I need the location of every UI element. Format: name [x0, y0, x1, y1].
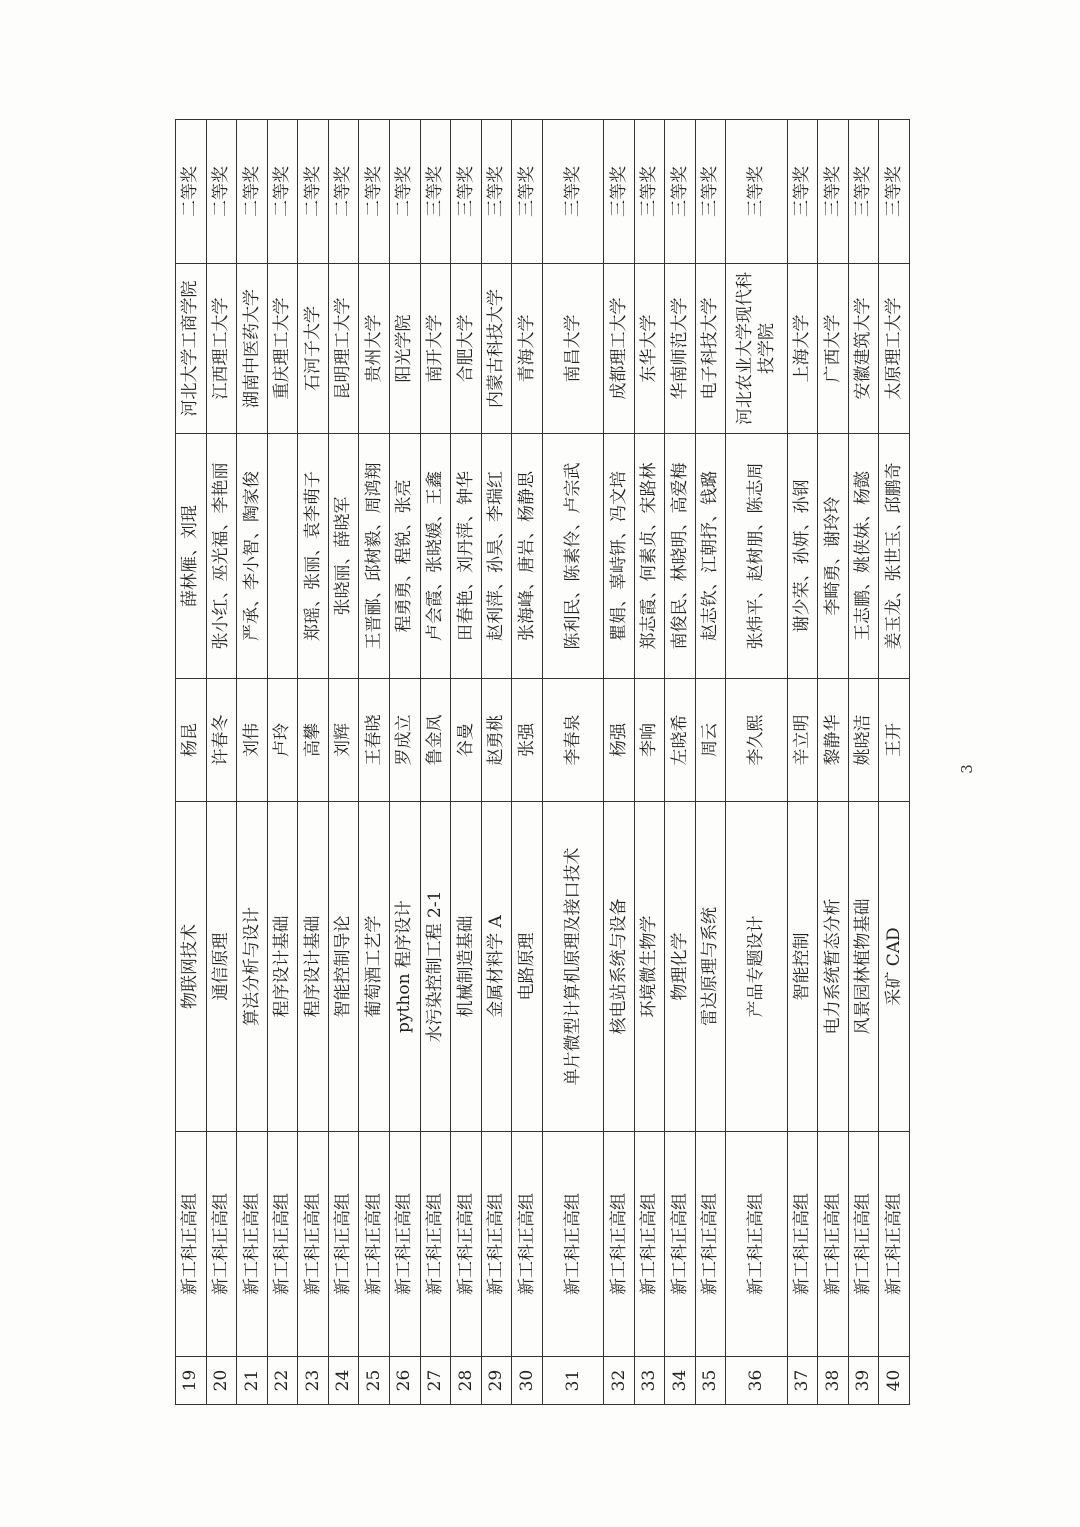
school-cell: 重庆理工大学: [267, 264, 298, 434]
row-number-cell: 39: [848, 1357, 879, 1405]
school-cell: 昆明理工大学: [328, 264, 359, 434]
row-number-cell: 20: [206, 1357, 237, 1405]
award-cell: 三等奖: [787, 120, 818, 264]
table-row: [237, 120, 268, 1405]
award-cell: 三等奖: [542, 120, 603, 264]
table-row: [451, 120, 482, 1405]
table-row: [818, 120, 849, 1405]
course-cell: 水污染控制工程 2-1: [420, 802, 451, 1132]
school-cell: 湖南中医药大学: [237, 264, 268, 434]
members-cell: 王晋郦、邱树毅、周鸿翔: [359, 434, 390, 679]
members-cell: 王志鹏、姚侠妹、杨懿: [848, 434, 879, 679]
members-cell: 张炜平、赵树朋、陈志周: [726, 434, 787, 679]
course-cell: 雷达原理与系统: [695, 802, 726, 1132]
award-cell: 三等奖: [879, 120, 910, 264]
group-cell: 新工科正高组: [267, 1132, 298, 1357]
group-cell: 新工科正高组: [512, 1132, 543, 1357]
leader-cell: 刘辉: [328, 679, 359, 802]
members-cell: 李畸勇、谢玲玲: [818, 434, 849, 679]
group-cell: 新工科正高组: [879, 1132, 910, 1357]
award-cell: 二等奖: [298, 120, 329, 264]
table-row: [359, 120, 390, 1405]
row-number-cell: 27: [420, 1357, 451, 1405]
table-row: [726, 120, 787, 1405]
leader-cell: 张强: [512, 679, 543, 802]
members-cell: 赵利萍、孙昊、李瑞红: [481, 434, 512, 679]
row-number-cell: 40: [879, 1357, 910, 1405]
leader-cell: 赵勇桃: [481, 679, 512, 802]
group-cell: 新工科正高组: [604, 1132, 635, 1357]
table-row: [695, 120, 726, 1405]
school-cell: 太原理工大学: [879, 264, 910, 434]
members-cell: 严承、李小智、陶家俊: [237, 434, 268, 679]
course-cell: 环境微生物学: [634, 802, 665, 1132]
course-cell: 物理化学: [665, 802, 696, 1132]
school-cell: 内蒙古科技大学: [481, 264, 512, 434]
row-number-cell: 29: [481, 1357, 512, 1405]
group-cell: 新工科正高组: [695, 1132, 726, 1357]
table-row: [481, 120, 512, 1405]
row-number-cell: 36: [726, 1357, 787, 1405]
table-row: [848, 120, 879, 1405]
leader-cell: 许春冬: [206, 679, 237, 802]
course-cell: 机械制造基础: [451, 802, 482, 1132]
award-cell: 二等奖: [328, 120, 359, 264]
leader-cell: 辛立明: [787, 679, 818, 802]
table-row: [176, 120, 207, 1405]
course-cell: 电力系统暂态分析: [818, 802, 849, 1132]
school-cell: 河北农业大学现代科技学院: [726, 264, 787, 434]
course-cell: python 程序设计: [390, 802, 421, 1132]
leader-cell: 高攀: [298, 679, 329, 802]
table-row: [267, 120, 298, 1405]
award-cell: 三等奖: [604, 120, 635, 264]
row-number-cell: 21: [237, 1357, 268, 1405]
table-row: [390, 120, 421, 1405]
course-cell: 物联网技术: [176, 802, 207, 1132]
members-cell: 程勇勇、程锐、张亮: [390, 434, 421, 679]
award-cell: 二等奖: [237, 120, 268, 264]
row-number-cell: 35: [695, 1357, 726, 1405]
group-cell: 新工科正高组: [237, 1132, 268, 1357]
award-cell: 三等奖: [634, 120, 665, 264]
group-cell: 新工科正高组: [665, 1132, 696, 1357]
members-cell: 张晓丽、薛晓军: [328, 434, 359, 679]
members-cell: 南俊民、林晓明、高爱梅: [665, 434, 696, 679]
leader-cell: 鲁金凤: [420, 679, 451, 802]
group-cell: 新工科正高组: [298, 1132, 329, 1357]
course-cell: 金属材料学 A: [481, 802, 512, 1132]
school-cell: 上海大学: [787, 264, 818, 434]
members-cell: 张小红、巫光福、李艳丽: [206, 434, 237, 679]
course-cell: 程序设计基础: [267, 802, 298, 1132]
table-row: [634, 120, 665, 1405]
course-cell: 智能控制导论: [328, 802, 359, 1132]
course-cell: 程序设计基础: [298, 802, 329, 1132]
group-cell: 新工科正高组: [359, 1132, 390, 1357]
row-number-cell: 31: [542, 1357, 603, 1405]
members-cell: 姜玉龙、张世玉、邱鹏奇: [879, 434, 910, 679]
school-cell: 东华大学: [634, 264, 665, 434]
table-row: [206, 120, 237, 1405]
school-cell: 贵州大学: [359, 264, 390, 434]
row-number-cell: 33: [634, 1357, 665, 1405]
leader-cell: 王开: [879, 679, 910, 802]
group-cell: 新工科正高组: [206, 1132, 237, 1357]
school-cell: 广西大学: [818, 264, 849, 434]
row-number-cell: 32: [604, 1357, 635, 1405]
leader-cell: 杨昆: [176, 679, 207, 802]
school-cell: 安徽建筑大学: [848, 264, 879, 434]
table-row: [328, 120, 359, 1405]
row-number-cell: 38: [818, 1357, 849, 1405]
table-row: [879, 120, 910, 1405]
school-cell: 成都理工大学: [604, 264, 635, 434]
row-number-cell: 22: [267, 1357, 298, 1405]
group-cell: 新工科正高组: [390, 1132, 421, 1357]
school-cell: 阳光学院: [390, 264, 421, 434]
school-cell: 华南师范大学: [665, 264, 696, 434]
group-cell: 新工科正高组: [787, 1132, 818, 1357]
award-cell: 三等奖: [726, 120, 787, 264]
row-number-cell: 34: [665, 1357, 696, 1405]
leader-cell: 左晓希: [665, 679, 696, 802]
table-row: [420, 120, 451, 1405]
members-cell: 赵志钦、江朝抒、钱璐: [695, 434, 726, 679]
row-number-cell: 23: [298, 1357, 329, 1405]
leader-cell: 杨强: [604, 679, 635, 802]
rotated-table-wrapper: [175, 120, 910, 1405]
leader-cell: 谷曼: [451, 679, 482, 802]
leader-cell: 王春晓: [359, 679, 390, 802]
group-cell: 新工科正高组: [481, 1132, 512, 1357]
members-cell: 郑瑶、张丽、袁李萌子: [298, 434, 329, 679]
school-cell: 河北大学工商学院: [176, 264, 207, 434]
school-cell: 石河子大学: [298, 264, 329, 434]
course-cell: 核电站系统与设备: [604, 802, 635, 1132]
leader-cell: 罗成立: [390, 679, 421, 802]
members-cell: 张海峰、唐岩、杨静思: [512, 434, 543, 679]
group-cell: 新工科正高组: [176, 1132, 207, 1357]
leader-cell: 李春泉: [542, 679, 603, 802]
row-number-cell: 28: [451, 1357, 482, 1405]
course-cell: 风景园林植物基础: [848, 802, 879, 1132]
award-cell: 三等奖: [695, 120, 726, 264]
group-cell: 新工科正高组: [451, 1132, 482, 1357]
members-cell: 陈利民、陈素伶、卢宗武: [542, 434, 603, 679]
leader-cell: 李久熙: [726, 679, 787, 802]
course-cell: 产品专题设计: [726, 802, 787, 1132]
school-cell: 南开大学: [420, 264, 451, 434]
award-cell: 三等奖: [665, 120, 696, 264]
group-cell: 新工科正高组: [542, 1132, 603, 1357]
members-cell: 郑志霞、何素贞、宋路林: [634, 434, 665, 679]
course-cell: 单片微型计算机原理及接口技术: [542, 802, 603, 1132]
school-cell: 江西理工大学: [206, 264, 237, 434]
members-cell: 卢会霞、张晓媛、王鑫: [420, 434, 451, 679]
table-row: [512, 120, 543, 1405]
course-cell: 算法分析与设计: [237, 802, 268, 1132]
group-cell: 新工科正高组: [420, 1132, 451, 1357]
group-cell: 新工科正高组: [726, 1132, 787, 1357]
award-table-body: [176, 120, 910, 1405]
course-cell: 采矿 CAD: [879, 802, 910, 1132]
members-cell: 谢少荣、孙妍、孙钢: [787, 434, 818, 679]
award-cell: 二等奖: [176, 120, 207, 264]
table-row: [542, 120, 603, 1405]
leader-cell: 姚晓洁: [848, 679, 879, 802]
members-cell: [267, 434, 298, 679]
row-number-cell: 37: [787, 1357, 818, 1405]
award-cell: 三等奖: [818, 120, 849, 264]
row-number-cell: 25: [359, 1357, 390, 1405]
school-cell: 电子科技大学: [695, 264, 726, 434]
award-table: [175, 119, 910, 1405]
course-cell: 通信原理: [206, 802, 237, 1132]
members-cell: 田春艳、刘丹萍、钟华: [451, 434, 482, 679]
group-cell: 新工科正高组: [634, 1132, 665, 1357]
row-number-cell: 19: [176, 1357, 207, 1405]
school-cell: 青海大学: [512, 264, 543, 434]
award-cell: 三等奖: [512, 120, 543, 264]
award-cell: 三等奖: [481, 120, 512, 264]
row-number-cell: 30: [512, 1357, 543, 1405]
page-number: 3: [957, 764, 976, 774]
leader-cell: 卢玲: [267, 679, 298, 802]
table-row: [665, 120, 696, 1405]
table-row: [604, 120, 635, 1405]
award-cell: 二等奖: [206, 120, 237, 264]
course-cell: 电路原理: [512, 802, 543, 1132]
school-cell: 合肥大学: [451, 264, 482, 434]
row-number-cell: 24: [328, 1357, 359, 1405]
school-cell: 南昌大学: [542, 264, 603, 434]
award-cell: 二等奖: [359, 120, 390, 264]
award-cell: 三等奖: [848, 120, 879, 264]
course-cell: 智能控制: [787, 802, 818, 1132]
members-cell: 瞿娟、辜峙钘、冯文培: [604, 434, 635, 679]
group-cell: 新工科正高组: [328, 1132, 359, 1357]
row-number-cell: 26: [390, 1357, 421, 1405]
leader-cell: 黎静华: [818, 679, 849, 802]
leader-cell: 李响: [634, 679, 665, 802]
table-row: [298, 120, 329, 1405]
award-cell: 三等奖: [451, 120, 482, 264]
group-cell: 新工科正高组: [848, 1132, 879, 1357]
table-row: [787, 120, 818, 1405]
leader-cell: 刘伟: [237, 679, 268, 802]
award-cell: 二等奖: [267, 120, 298, 264]
leader-cell: 周云: [695, 679, 726, 802]
award-cell: 二等奖: [390, 120, 421, 264]
group-cell: 新工科正高组: [818, 1132, 849, 1357]
course-cell: 葡萄酒工艺学: [359, 802, 390, 1132]
members-cell: 薛林雁、刘琨: [176, 434, 207, 679]
award-cell: 三等奖: [420, 120, 451, 264]
